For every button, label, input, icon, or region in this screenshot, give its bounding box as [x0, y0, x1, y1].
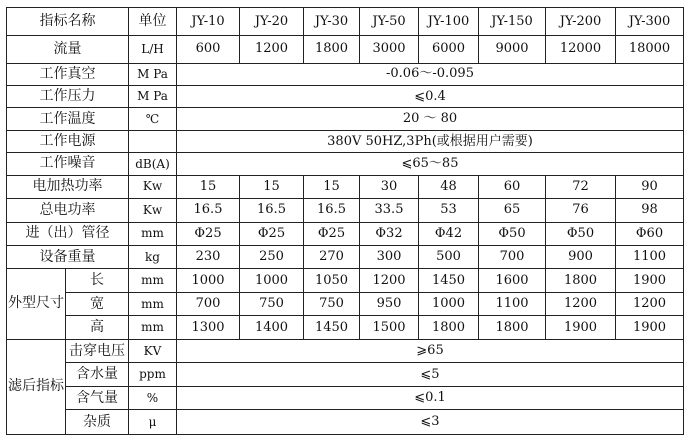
value-cell: 600 [177, 35, 240, 63]
value-cell: 30 [360, 175, 419, 198]
value-cell: 1100 [479, 292, 546, 315]
row-unit: mm [129, 222, 177, 245]
row-unit: ℃ [129, 108, 177, 130]
value-cell: Φ50 [479, 222, 546, 245]
value-cell: Φ25 [177, 222, 240, 245]
row-label: 长 [66, 269, 129, 292]
row-label: 高 [66, 316, 129, 339]
model-header: JY-30 [304, 8, 360, 36]
value-cell: 1300 [177, 316, 240, 339]
filtered-group-label: 滤后指标 [7, 339, 66, 434]
row-label: 工作温度 [7, 108, 129, 130]
temperature-row [7, 108, 684, 130]
value-cell: 1000 [177, 269, 240, 292]
value-cell: 1100 [616, 245, 684, 268]
value-cell: 65 [479, 199, 546, 222]
value-cell: 750 [304, 292, 360, 315]
value-cell: 300 [360, 245, 419, 268]
model-header: JY-100 [419, 8, 479, 36]
value-cell: 230 [177, 245, 240, 268]
value-cell: 1500 [360, 316, 419, 339]
model-header: JY-300 [616, 8, 684, 36]
value-cell: 500 [419, 245, 479, 268]
value-cell: 12000 [546, 35, 616, 63]
value-cell: Φ25 [304, 222, 360, 245]
water-content-row [7, 363, 684, 386]
length-row [7, 269, 684, 292]
dimensions-group-label: 外型尺寸 [7, 269, 66, 339]
pipe-diameter-row [7, 222, 684, 245]
pressure-row [7, 85, 684, 107]
merged-value-cell: 20 ～ 80 [177, 108, 684, 130]
value-cell: 1900 [546, 316, 616, 339]
value-cell: 1400 [240, 316, 304, 339]
value-cell: 15 [304, 175, 360, 198]
row-label: 工作真空 [7, 63, 129, 85]
model-header: JY-200 [546, 8, 616, 36]
value-cell: 1450 [304, 316, 360, 339]
row-unit: mm [129, 292, 177, 315]
row-label: 流量 [7, 35, 129, 63]
value-cell: 1800 [546, 269, 616, 292]
row-label: 击穿电压 [66, 339, 129, 362]
value-cell: 750 [240, 292, 304, 315]
weight-row [7, 245, 684, 268]
value-cell: 950 [360, 292, 419, 315]
row-unit: M Pa [129, 85, 177, 107]
value-cell: 1200 [360, 269, 419, 292]
row-unit: μ [129, 410, 177, 435]
breakdown-voltage-row [7, 339, 684, 362]
value-cell: 1800 [419, 316, 479, 339]
value-cell: 16.5 [304, 199, 360, 222]
value-cell: 6000 [419, 35, 479, 63]
row-label: 工作电源 [7, 130, 129, 152]
row-unit: ppm [129, 363, 177, 386]
value-cell: 270 [304, 245, 360, 268]
row-unit: KV [129, 339, 177, 362]
merged-value-cell: ⩽3 [177, 410, 684, 435]
gas-content-row [7, 386, 684, 409]
row-label: 进（出）管径 [7, 222, 129, 245]
row-label: 工作压力 [7, 85, 129, 107]
height-row [7, 316, 684, 339]
row-unit: mm [129, 316, 177, 339]
model-header: JY-50 [360, 8, 419, 36]
row-label: 电加热功率 [7, 175, 129, 198]
value-cell: 1200 [546, 292, 616, 315]
value-cell: 18000 [616, 35, 684, 63]
row-label: 总电功率 [7, 199, 129, 222]
value-cell: 3000 [360, 35, 419, 63]
header-unit: 单位 [129, 8, 177, 36]
value-cell: 60 [479, 175, 546, 198]
merged-value-cell: ⩽65～85 [177, 153, 684, 175]
noise-row [7, 153, 684, 175]
value-cell: Φ42 [419, 222, 479, 245]
row-unit: dB(A) [129, 153, 177, 175]
header-label: 指标名称 [7, 8, 129, 36]
value-cell: Φ25 [240, 222, 304, 245]
heating-power-row [7, 175, 684, 198]
row-label: 含气量 [66, 386, 129, 409]
value-cell: Φ60 [616, 222, 684, 245]
value-cell: 1800 [479, 316, 546, 339]
value-cell: 700 [479, 245, 546, 268]
value-cell: 1050 [304, 269, 360, 292]
value-cell: 48 [419, 175, 479, 198]
value-cell: 1000 [240, 269, 304, 292]
merged-value-cell: ⩽0.1 [177, 386, 684, 409]
merged-value-cell: ⩾65 [177, 339, 684, 362]
value-cell: 53 [419, 199, 479, 222]
value-cell: 9000 [479, 35, 546, 63]
merged-value-cell: 380V 50HZ,3Ph(或根据用户需要) [177, 130, 684, 152]
vacuum-row [7, 63, 684, 85]
value-cell: 76 [546, 199, 616, 222]
spec-table [6, 7, 684, 435]
value-cell: 700 [177, 292, 240, 315]
row-label: 设备重量 [7, 245, 129, 268]
model-header: JY-20 [240, 8, 304, 36]
value-cell: 72 [546, 175, 616, 198]
row-label: 含水量 [66, 363, 129, 386]
value-cell: 1900 [616, 316, 684, 339]
value-cell: 1450 [419, 269, 479, 292]
row-label: 杂质 [66, 410, 129, 435]
row-unit [129, 130, 177, 152]
value-cell: Φ32 [360, 222, 419, 245]
row-unit: Kw [129, 199, 177, 222]
value-cell: 1200 [240, 35, 304, 63]
row-label: 工作噪音 [7, 153, 129, 175]
row-unit: Kw [129, 175, 177, 198]
row-unit: % [129, 386, 177, 409]
power-supply-row [7, 130, 684, 152]
merged-value-cell: ⩽0.4 [177, 85, 684, 107]
value-cell: 33.5 [360, 199, 419, 222]
merged-value-cell: ⩽5 [177, 363, 684, 386]
value-cell: 1800 [304, 35, 360, 63]
value-cell: 16.5 [177, 199, 240, 222]
value-cell: 1600 [479, 269, 546, 292]
value-cell: 90 [616, 175, 684, 198]
value-cell: 1900 [616, 269, 684, 292]
row-unit: kg [129, 245, 177, 268]
value-cell: 900 [546, 245, 616, 268]
row-unit: M Pa [129, 63, 177, 85]
model-header: JY-10 [177, 8, 240, 36]
value-cell: 250 [240, 245, 304, 268]
impurities-row [7, 410, 684, 435]
flow-row [7, 35, 684, 63]
value-cell: 1200 [616, 292, 684, 315]
width-row [7, 292, 684, 315]
header-row [7, 8, 684, 36]
value-cell: 1000 [419, 292, 479, 315]
value-cell: Φ50 [546, 222, 616, 245]
value-cell: 16.5 [240, 199, 304, 222]
row-label: 宽 [66, 292, 129, 315]
total-power-row [7, 199, 684, 222]
row-unit: L/H [129, 35, 177, 63]
value-cell: 98 [616, 199, 684, 222]
value-cell: 15 [240, 175, 304, 198]
merged-value-cell: -0.06～-0.095 [177, 63, 684, 85]
model-header: JY-150 [479, 8, 546, 36]
row-unit: mm [129, 269, 177, 292]
value-cell: 15 [177, 175, 240, 198]
